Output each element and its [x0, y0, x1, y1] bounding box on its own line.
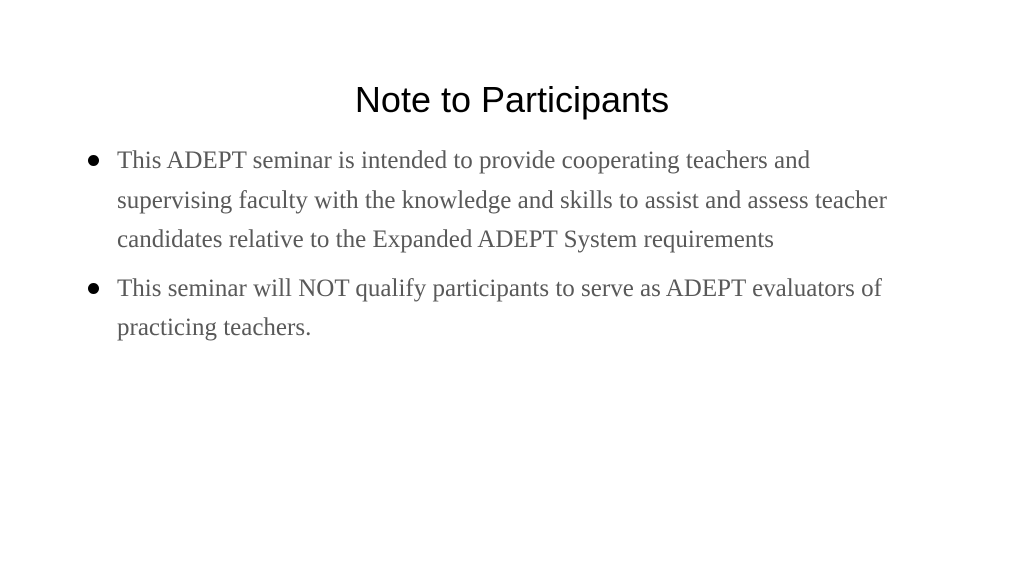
bullet-list: [88, 141, 918, 357]
bullet-text: This ADEPT seminar is intended to provide cooperating teachers and supervising faculty with the knowledge and skills to assist and assess teacher candidates relative to the Expanded ADEPT System requirements: [117, 147, 887, 253]
bullet-item: [88, 269, 918, 348]
bullet-dot-icon: [88, 155, 99, 166]
bullet-dot-icon: [88, 283, 99, 294]
bullet-item: [88, 141, 918, 260]
slide-title: Note to Participants: [354, 79, 670, 120]
bullet-text: This seminar will NOT qualify participants to serve as ADEPT evaluators of practicing teachers.: [117, 274, 882, 341]
